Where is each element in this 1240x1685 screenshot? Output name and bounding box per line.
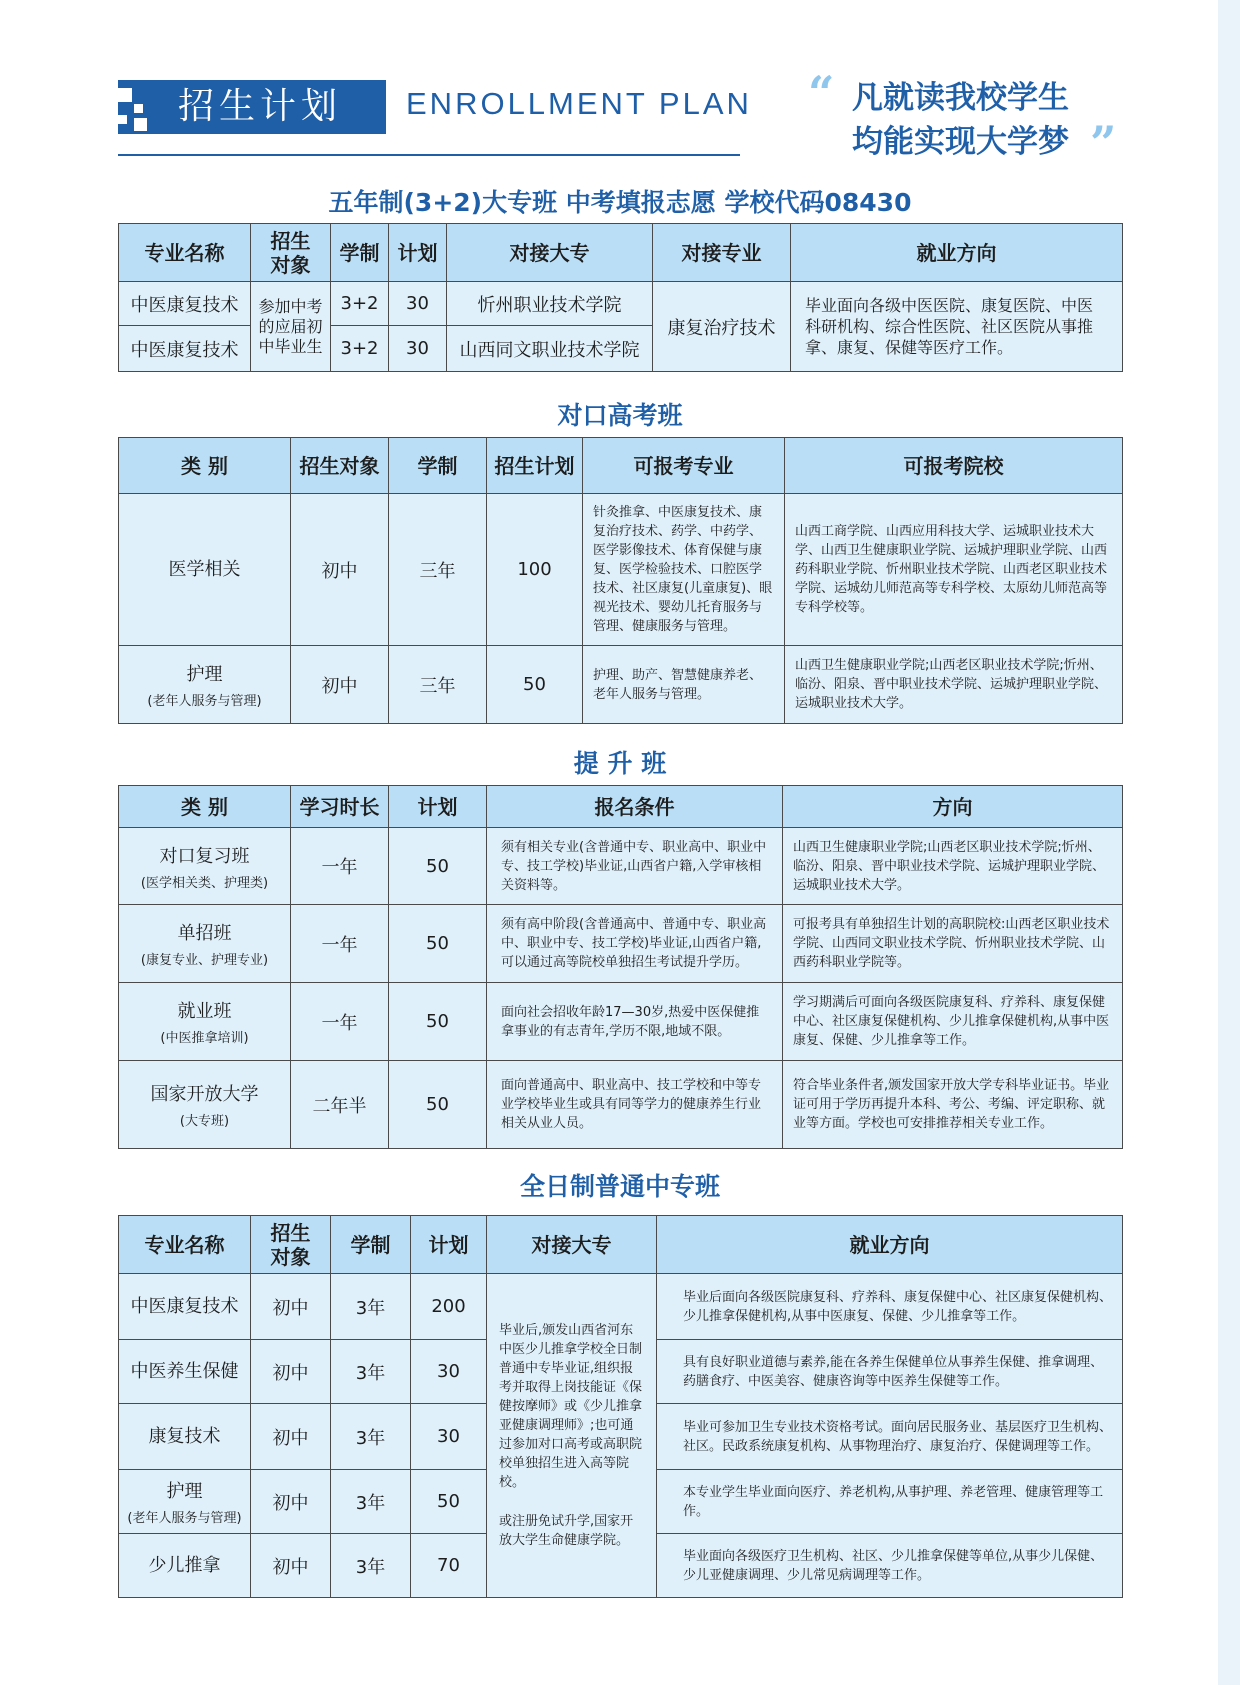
target-cell: 初中 (251, 1340, 331, 1404)
category-label: 医学相关 (168, 558, 241, 580)
major-label: 中医康复技术 (130, 1295, 239, 1317)
schools-cell: 山西卫生健康职业学院;山西老区职业技术学院;忻州、临汾、阳泉、晋中职业技术学院、运城护理职业学院、运城职业技术大学。 (785, 646, 1123, 724)
condition-cell: 面向普通高中、职业高中、技工学校和中等专业学校毕业生或具有同等学力的健康养生行业相关从业人员。 (487, 1061, 783, 1149)
plan-cell: 70 (411, 1534, 487, 1598)
header-cell: 对接专业 (653, 224, 791, 282)
category-cell (119, 905, 291, 983)
target-cell: 初中 (291, 494, 389, 646)
page-title-en: ENROLLMENT PLAN (406, 86, 752, 121)
duration-cell: 一年 (291, 828, 389, 905)
category-label: 国家开放大学 (150, 1084, 259, 1105)
header-cell: 招生对象 (251, 224, 331, 282)
header-cell: 类 别 (119, 438, 291, 494)
system-cell: 3+2 (331, 326, 389, 372)
header-cell: 就业方向 (657, 1216, 1123, 1274)
header-cell: 计划 (389, 786, 487, 828)
category-sub: (老年人服务与管理) (147, 694, 262, 709)
major-cell (119, 1340, 251, 1404)
major-cell: 中医康复技术 (119, 282, 251, 326)
major-cell (119, 1404, 251, 1470)
header-cell: 可报考院校 (785, 438, 1123, 494)
section3-title: 提 升 班 (573, 749, 667, 778)
section4-table (118, 1215, 1123, 1598)
partner-cell (487, 1274, 657, 1598)
system-cell: 3年 (331, 1404, 411, 1470)
career-cell: 毕业可参加卫生专业技术资格考试。面向居民服务业、基层医疗卫生机构、社区。民政系统康复机构、从事物理治疗、康复治疗、保健调理等工作。 (657, 1404, 1123, 1470)
category-label: 对口复习班 (159, 845, 250, 867)
college-cell: 忻州职业技术学院 (447, 282, 653, 326)
header-cell: 招生对象 (251, 1216, 331, 1274)
table-row (119, 828, 1123, 905)
table-row (119, 1061, 1123, 1149)
page-title: 招生计划 (178, 86, 343, 127)
system-cell: 3年 (331, 1534, 411, 1598)
duration-cell: 二年半 (291, 1061, 389, 1149)
table-row (119, 494, 1123, 646)
table-row (119, 983, 1123, 1061)
category-cell (119, 646, 291, 724)
major-label: 康复技术 (148, 1425, 221, 1447)
header-cell: 报名条件 (487, 786, 783, 828)
plan-cell: 30 (411, 1404, 487, 1470)
title-underline (118, 154, 740, 156)
major-label: 少儿推拿 (148, 1554, 221, 1576)
category-sub: (中医推拿培训) (160, 1031, 249, 1046)
section4-title: 全日制普通中专班 (519, 1172, 720, 1201)
career-cell: 毕业面向各级中医医院、康复医院、中医科研机构、综合性医院、社区医院从事推拿、康复、保健等医疗工作。 (791, 282, 1123, 372)
partner-text-2: 或注册免试升学,国家开放大学生命健康学院。 (499, 1514, 634, 1548)
table-row (119, 905, 1123, 983)
category-label: 护理 (186, 664, 223, 685)
deco-square (118, 115, 127, 124)
header-cell: 专业名称 (119, 1216, 251, 1274)
header-cell: 学制 (331, 1216, 411, 1274)
category-label: 单招班 (177, 923, 232, 944)
header-cell: 可报考专业 (583, 438, 785, 494)
quote-close-icon: ” (1090, 116, 1117, 170)
section2-title: 对口高考班 (557, 401, 683, 430)
header-cell: 学习时长 (291, 786, 389, 828)
category-sub: (医学相关类、护理类) (140, 875, 269, 891)
table-row (119, 282, 1123, 326)
title-banner (118, 80, 386, 134)
majors-cell: 护理、助产、智慧健康养老、老年人服务与管理。 (583, 646, 785, 724)
majors-cell: 针灸推拿、中医康复技术、康复治疗技术、药学、中药学、医学影像技术、体育保健与康复、医学检验技术、口腔医学技术、社区康复(儿童康复)、眼视光技术、婴幼儿托育服务与管理、健康服务与管理。 (583, 494, 785, 646)
plan-cell: 50 (389, 983, 487, 1061)
deco-square (118, 88, 132, 102)
header-cell: 计划 (389, 224, 447, 282)
system-cell: 3年 (331, 1340, 411, 1404)
plan-cell: 50 (411, 1470, 487, 1534)
table-row (119, 646, 1123, 724)
slogan-line-1: 凡就读我校学生 (852, 80, 1069, 116)
career-cell: 毕业后面向各级医院康复科、疗养科、康复保健中心、社区康复保健机构、少儿推拿保健机构,从事中医康复、保健、少儿推拿等工作。 (657, 1274, 1123, 1340)
category-cell (119, 494, 291, 646)
major-cell (119, 1274, 251, 1340)
header-cell: 招生对象 (291, 438, 389, 494)
deco-square (134, 118, 147, 131)
target-cell: 初中 (251, 1470, 331, 1534)
category-sub: (康复专业、护理专业) (140, 953, 269, 968)
section1-table (118, 223, 1123, 372)
section1-title: 五年制(3+2)大专班 中考填报志愿 学校代码08430 (328, 188, 912, 217)
header-cell: 学制 (331, 224, 389, 282)
header-cell: 招生计划 (487, 438, 583, 494)
system-cell: 3年 (331, 1470, 411, 1534)
major-label: 护理 (166, 1481, 203, 1502)
header-cell: 对接大专 (447, 224, 653, 282)
table-row (119, 1274, 1123, 1340)
right-edge-stripe (1218, 0, 1240, 1685)
plan-cell: 50 (487, 646, 583, 724)
slogan (852, 76, 1069, 164)
plan-cell: 30 (389, 282, 447, 326)
slogan-line-2: 均能实现大学梦 (852, 124, 1069, 160)
career-cell: 毕业面向各级医疗卫生机构、社区、少儿推拿保健等单位,从事少儿保健、少儿亚健康调理、少儿常见病调理等工作。 (657, 1534, 1123, 1598)
target-cell: 参加中考的应届初中毕业生 (251, 282, 331, 372)
header-cell: 学制 (389, 438, 487, 494)
major-cell (119, 1534, 251, 1598)
target-cell: 初中 (251, 1404, 331, 1470)
target-cell: 初中 (251, 1534, 331, 1598)
header-cell: 类 别 (119, 786, 291, 828)
major-label: 中医养生保健 (130, 1360, 239, 1382)
plan-cell: 50 (389, 905, 487, 983)
section3-table (118, 785, 1123, 1149)
section2-table (118, 437, 1123, 724)
condition-cell: 须有高中阶段(含普通高中、普通中专、职业高中、职业中专、技工学校)毕业证,山西省户籍,可以通过高等院校单独招生考试提升学历。 (487, 905, 783, 983)
direction-cell: 学习期满后可面向各级医院康复科、疗养科、康复保健中心、社区康复保健机构、少儿推拿保健机构,从事中医康复、保健、少儿推拿等工作。 (783, 983, 1123, 1061)
partner-major-cell: 康复治疗技术 (653, 282, 791, 372)
partner-text: 毕业后,颁发山西省河东中医少儿推拿学校全日制普通中专毕业证,组织报考并取得上岗技能证《保健按摩师》或《少儿推拿亚健康调理师》;也可通过参加对口高考或高职院校单独招生进入高等院校。 (499, 1323, 643, 1490)
category-cell (119, 828, 291, 905)
condition-cell: 须有相关专业(含普通中专、职业高中、职业中专、技工学校)毕业证,山西省户籍,入学审核相关资料等。 (487, 828, 783, 905)
schools-cell: 山西工商学院、山西应用科技大学、运城职业技术大学、山西卫生健康职业学院、运城护理职业学院、山西药科职业学院、忻州职业技术学院、山西老区职业技术学院、运城幼儿师范高等专科学校、太原幼儿师范高等专科学校等。 (785, 494, 1123, 646)
system-cell: 三年 (389, 494, 487, 646)
deco-square (134, 104, 143, 113)
system-cell: 3年 (331, 1274, 411, 1340)
target-cell: 初中 (251, 1274, 331, 1340)
plan-cell: 30 (389, 326, 447, 372)
major-cell (119, 1470, 251, 1534)
plan-cell: 50 (389, 828, 487, 905)
header-cell: 计划 (411, 1216, 487, 1274)
career-cell: 具有良好职业道德与素养,能在各养生保健单位从事养生保健、推拿调理、药膳食疗、中医美容、健康咨询等中医养生保健等工作。 (657, 1340, 1123, 1404)
plan-cell: 100 (487, 494, 583, 646)
category-cell (119, 1061, 291, 1149)
direction-cell: 山西卫生健康职业学院;山西老区职业技术学院;忻州、临汾、阳泉、晋中职业技术学院、运城护理职业学院、运城职业技术大学。 (783, 828, 1123, 905)
major-cell: 中医康复技术 (119, 326, 251, 372)
category-label: 就业班 (177, 1001, 232, 1022)
duration-cell: 一年 (291, 983, 389, 1061)
category-sub: (大专班) (179, 1114, 230, 1129)
header-cell: 对接大专 (487, 1216, 657, 1274)
quote-open-icon: “ (808, 66, 835, 120)
plan-cell: 30 (411, 1340, 487, 1404)
plan-cell: 200 (411, 1274, 487, 1340)
plan-cell: 50 (389, 1061, 487, 1149)
major-sub: (老年人服务与管理) (127, 1511, 242, 1526)
header-cell: 就业方向 (791, 224, 1123, 282)
system-cell: 三年 (389, 646, 487, 724)
direction-cell: 符合毕业条件者,颁发国家开放大学专科毕业证书。毕业证可用于学历再提升本科、考公、考编、评定职称、就业等方面。学校也可安排推荐相关专业工作。 (783, 1061, 1123, 1149)
college-cell: 山西同文职业技术学院 (447, 326, 653, 372)
header-cell: 专业名称 (119, 224, 251, 282)
condition-cell: 面向社会招收年龄17—30岁,热爱中医保健推拿事业的有志青年,学历不限,地域不限。 (487, 983, 783, 1061)
duration-cell: 一年 (291, 905, 389, 983)
direction-cell: 可报考具有单独招生计划的高职院校:山西老区职业技术学院、山西同文职业技术学院、忻州职业技术学院、山西药科职业学院等。 (783, 905, 1123, 983)
system-cell: 3+2 (331, 282, 389, 326)
category-cell (119, 983, 291, 1061)
header-cell: 方向 (783, 786, 1123, 828)
target-cell: 初中 (291, 646, 389, 724)
career-cell: 本专业学生毕业面向医疗、养老机构,从事护理、养老管理、健康管理等工作。 (657, 1470, 1123, 1534)
